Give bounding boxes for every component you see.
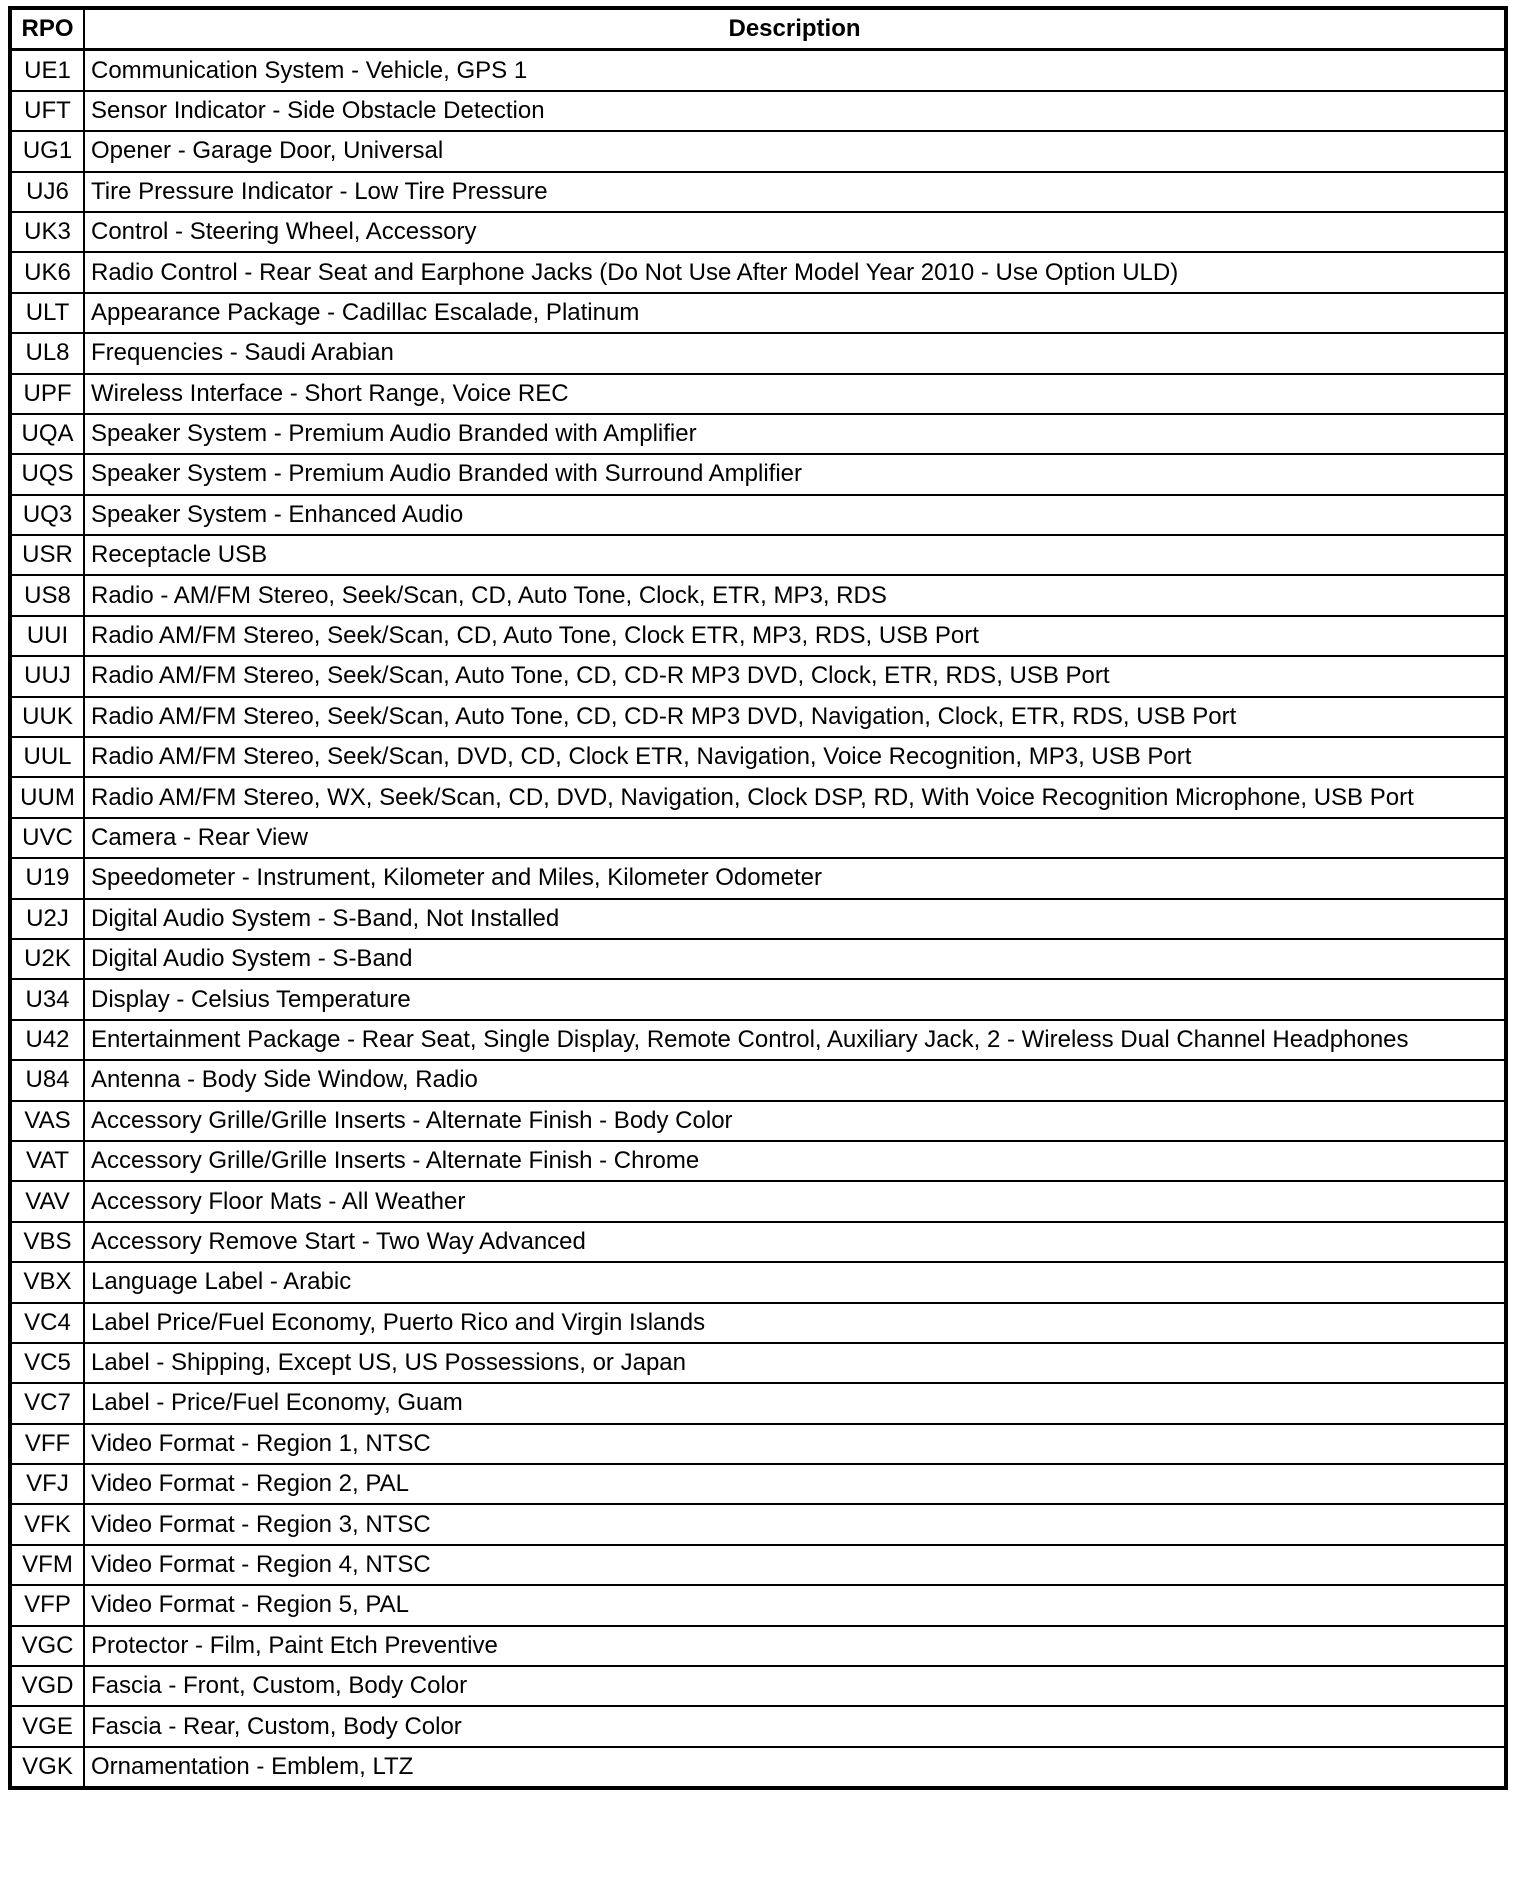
table-row bbox=[10, 939, 1506, 979]
description-cell: Radio Control - Rear Seat and Earphone Jacks (Do Not Use After Model Year 2010 - Use Option ULD) bbox=[84, 252, 1506, 292]
rpo-code-cell: UUK bbox=[10, 697, 84, 737]
rpo-code-cell: VFJ bbox=[10, 1464, 84, 1504]
table-row bbox=[10, 1666, 1506, 1706]
description-cell: Sensor Indicator - Side Obstacle Detection bbox=[84, 91, 1506, 131]
rpo-code-cell: VFM bbox=[10, 1545, 84, 1585]
description-cell: Speaker System - Premium Audio Branded with Amplifier bbox=[84, 414, 1506, 454]
table-row bbox=[10, 1626, 1506, 1666]
description-cell: Receptacle USB bbox=[84, 535, 1506, 575]
rpo-code-cell: VC7 bbox=[10, 1383, 84, 1423]
rpo-code-cell: VBX bbox=[10, 1262, 84, 1302]
table-row bbox=[10, 1747, 1506, 1788]
rpo-code-cell: VAV bbox=[10, 1181, 84, 1221]
table-row bbox=[10, 1706, 1506, 1746]
rpo-code-cell: ULT bbox=[10, 293, 84, 333]
description-cell: Display - Celsius Temperature bbox=[84, 979, 1506, 1019]
table-row bbox=[10, 818, 1506, 858]
table-body bbox=[10, 50, 1506, 1788]
table-row bbox=[10, 1504, 1506, 1544]
table-row bbox=[10, 1060, 1506, 1100]
rpo-code-cell: UL8 bbox=[10, 333, 84, 373]
table-row bbox=[10, 454, 1506, 494]
description-cell: Video Format - Region 4, NTSC bbox=[84, 1545, 1506, 1585]
description-cell: Radio - AM/FM Stereo, Seek/Scan, CD, Auto Tone, Clock, ETR, MP3, RDS bbox=[84, 575, 1506, 615]
description-cell: Protector - Film, Paint Etch Preventive bbox=[84, 1626, 1506, 1666]
description-cell: Speedometer - Instrument, Kilometer and Miles, Kilometer Odometer bbox=[84, 858, 1506, 898]
rpo-code-cell: VGK bbox=[10, 1747, 84, 1788]
rpo-code-cell: U84 bbox=[10, 1060, 84, 1100]
table-row bbox=[10, 979, 1506, 1019]
description-cell: Label Price/Fuel Economy, Puerto Rico and Virgin Islands bbox=[84, 1303, 1506, 1343]
rpo-code-cell: UQS bbox=[10, 454, 84, 494]
rpo-code-cell: UUL bbox=[10, 737, 84, 777]
description-cell: Appearance Package - Cadillac Escalade, Platinum bbox=[84, 293, 1506, 333]
table-row bbox=[10, 131, 1506, 171]
table-row bbox=[10, 1383, 1506, 1423]
header-description: Description bbox=[84, 8, 1506, 50]
description-cell: Antenna - Body Side Window, Radio bbox=[84, 1060, 1506, 1100]
description-cell: Video Format - Region 5, PAL bbox=[84, 1585, 1506, 1625]
description-cell: Digital Audio System - S-Band, Not Installed bbox=[84, 899, 1506, 939]
rpo-code-cell: VGE bbox=[10, 1706, 84, 1746]
rpo-code-cell: VGD bbox=[10, 1666, 84, 1706]
rpo-code-cell: VC5 bbox=[10, 1343, 84, 1383]
rpo-code-cell: VGC bbox=[10, 1626, 84, 1666]
table-row bbox=[10, 414, 1506, 454]
rpo-code-cell: VFK bbox=[10, 1504, 84, 1544]
rpo-code-cell: VFP bbox=[10, 1585, 84, 1625]
rpo-code-cell: UQA bbox=[10, 414, 84, 454]
rpo-code-cell: USR bbox=[10, 535, 84, 575]
description-cell: Camera - Rear View bbox=[84, 818, 1506, 858]
rpo-code-cell: UK6 bbox=[10, 252, 84, 292]
table-row bbox=[10, 858, 1506, 898]
rpo-code-cell: UE1 bbox=[10, 50, 84, 91]
description-cell: Accessory Remove Start - Two Way Advanced bbox=[84, 1222, 1506, 1262]
rpo-code-cell: U42 bbox=[10, 1020, 84, 1060]
table-row bbox=[10, 1101, 1506, 1141]
description-cell: Ornamentation - Emblem, LTZ bbox=[84, 1747, 1506, 1788]
description-cell: Video Format - Region 3, NTSC bbox=[84, 1504, 1506, 1544]
rpo-code-cell: VAT bbox=[10, 1141, 84, 1181]
table-row bbox=[10, 212, 1506, 252]
rpo-code-cell: UUM bbox=[10, 777, 84, 817]
description-cell: Accessory Floor Mats - All Weather bbox=[84, 1181, 1506, 1221]
table-row bbox=[10, 1464, 1506, 1504]
table-row bbox=[10, 1141, 1506, 1181]
description-cell: Digital Audio System - S-Band bbox=[84, 939, 1506, 979]
description-cell: Communication System - Vehicle, GPS 1 bbox=[84, 50, 1506, 91]
description-cell: Wireless Interface - Short Range, Voice REC bbox=[84, 374, 1506, 414]
description-cell: Radio AM/FM Stereo, Seek/Scan, DVD, CD, Clock ETR, Navigation, Voice Recognition, MP3, USB Port bbox=[84, 737, 1506, 777]
rpo-code-cell: UVC bbox=[10, 818, 84, 858]
description-cell: Video Format - Region 1, NTSC bbox=[84, 1424, 1506, 1464]
description-cell: Frequencies - Saudi Arabian bbox=[84, 333, 1506, 373]
rpo-code-cell: UJ6 bbox=[10, 172, 84, 212]
rpo-code-cell: U34 bbox=[10, 979, 84, 1019]
rpo-code-cell: UPF bbox=[10, 374, 84, 414]
table-row bbox=[10, 91, 1506, 131]
table-row bbox=[10, 899, 1506, 939]
table-row bbox=[10, 1181, 1506, 1221]
table-row bbox=[10, 1262, 1506, 1302]
table-row bbox=[10, 1585, 1506, 1625]
table-row bbox=[10, 495, 1506, 535]
description-cell: Label - Shipping, Except US, US Possessions, or Japan bbox=[84, 1343, 1506, 1383]
rpo-code-cell: U19 bbox=[10, 858, 84, 898]
description-cell: Entertainment Package - Rear Seat, Single Display, Remote Control, Auxiliary Jack, 2 - Wireless Dual Channel Headphones bbox=[84, 1020, 1506, 1060]
table-row bbox=[10, 374, 1506, 414]
rpo-code-cell: UUJ bbox=[10, 656, 84, 696]
description-cell: Accessory Grille/Grille Inserts - Alternate Finish - Body Color bbox=[84, 1101, 1506, 1141]
rpo-code-cell: VFF bbox=[10, 1424, 84, 1464]
table-row bbox=[10, 1020, 1506, 1060]
description-cell: Radio AM/FM Stereo, Seek/Scan, Auto Tone, CD, CD-R MP3 DVD, Navigation, Clock, ETR, RDS, USB Port bbox=[84, 697, 1506, 737]
table-row bbox=[10, 777, 1506, 817]
description-cell: Speaker System - Premium Audio Branded with Surround Amplifier bbox=[84, 454, 1506, 494]
rpo-code-cell: UQ3 bbox=[10, 495, 84, 535]
rpo-code-cell: VBS bbox=[10, 1222, 84, 1262]
description-cell: Language Label - Arabic bbox=[84, 1262, 1506, 1302]
header-row bbox=[10, 8, 1506, 50]
table-row bbox=[10, 172, 1506, 212]
rpo-code-cell: U2J bbox=[10, 899, 84, 939]
table-row bbox=[10, 333, 1506, 373]
description-cell: Radio AM/FM Stereo, WX, Seek/Scan, CD, DVD, Navigation, Clock DSP, RD, With Voice Recognition Microphone, USB Port bbox=[84, 777, 1506, 817]
table-row bbox=[10, 293, 1506, 333]
rpo-code-cell: VAS bbox=[10, 1101, 84, 1141]
header-rpo: RPO bbox=[10, 8, 84, 50]
rpo-code-cell: VC4 bbox=[10, 1303, 84, 1343]
description-cell: Speaker System - Enhanced Audio bbox=[84, 495, 1506, 535]
description-cell: Radio AM/FM Stereo, Seek/Scan, Auto Tone, CD, CD-R MP3 DVD, Clock, ETR, RDS, USB Port bbox=[84, 656, 1506, 696]
description-cell: Video Format - Region 2, PAL bbox=[84, 1464, 1506, 1504]
rpo-code-cell: UG1 bbox=[10, 131, 84, 171]
rpo-code-cell: U2K bbox=[10, 939, 84, 979]
table-row bbox=[10, 535, 1506, 575]
table-row bbox=[10, 1222, 1506, 1262]
table-row bbox=[10, 616, 1506, 656]
description-cell: Tire Pressure Indicator - Low Tire Pressure bbox=[84, 172, 1506, 212]
table-row bbox=[10, 252, 1506, 292]
rpo-code-cell: UK3 bbox=[10, 212, 84, 252]
table-row bbox=[10, 1303, 1506, 1343]
description-cell: Fascia - Front, Custom, Body Color bbox=[84, 1666, 1506, 1706]
description-cell: Control - Steering Wheel, Accessory bbox=[84, 212, 1506, 252]
table-header bbox=[10, 8, 1506, 50]
description-cell: Fascia - Rear, Custom, Body Color bbox=[84, 1706, 1506, 1746]
description-cell: Opener - Garage Door, Universal bbox=[84, 131, 1506, 171]
description-cell: Accessory Grille/Grille Inserts - Alternate Finish - Chrome bbox=[84, 1141, 1506, 1181]
rpo-code-cell: US8 bbox=[10, 575, 84, 615]
table-row bbox=[10, 697, 1506, 737]
description-cell: Label - Price/Fuel Economy, Guam bbox=[84, 1383, 1506, 1423]
table-row bbox=[10, 1343, 1506, 1383]
rpo-code-cell: UFT bbox=[10, 91, 84, 131]
table-row bbox=[10, 575, 1506, 615]
rpo-table bbox=[8, 6, 1508, 1790]
table-row bbox=[10, 656, 1506, 696]
table-row bbox=[10, 1545, 1506, 1585]
table-row bbox=[10, 50, 1506, 91]
table-row bbox=[10, 1424, 1506, 1464]
description-cell: Radio AM/FM Stereo, Seek/Scan, CD, Auto Tone, Clock ETR, MP3, RDS, USB Port bbox=[84, 616, 1506, 656]
rpo-code-cell: UUI bbox=[10, 616, 84, 656]
table-row bbox=[10, 737, 1506, 777]
